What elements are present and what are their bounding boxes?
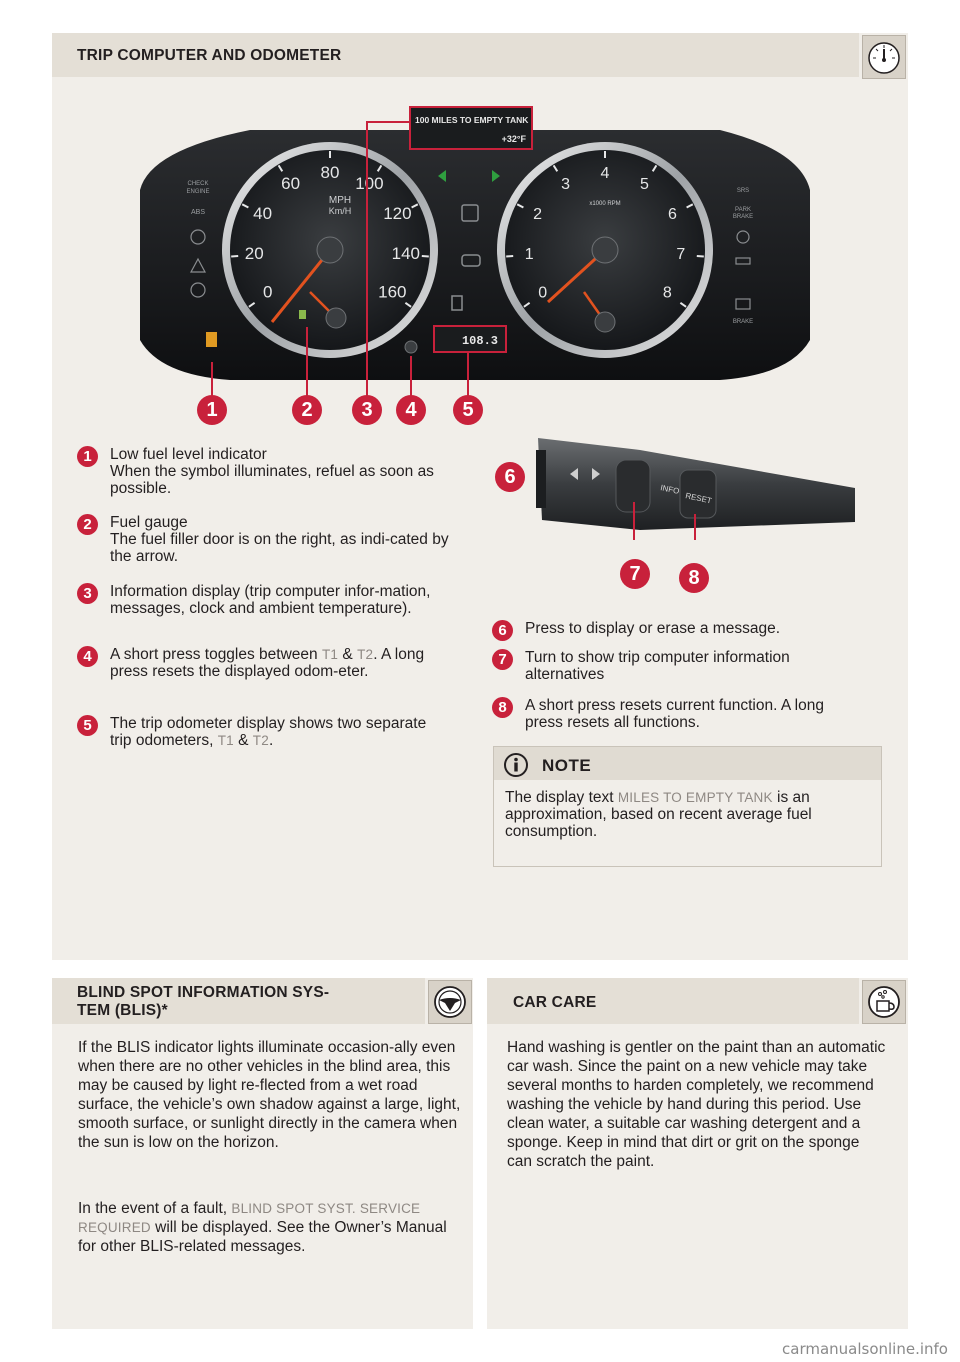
blis-paragraph-1: If the BLIS indicator lights illuminate occasion-ally even when there are no other vehicles in the blind area, this may be caused by light re-flected from a wet road surface, the vehicle’s own shadow against a large, light, smooth surface, or sunlight directly in the camera when the sun is low on the horizon.	[78, 1039, 461, 1151]
item-5-text-end: .	[268, 732, 274, 749]
note-text-start: The display text	[505, 789, 618, 806]
speedo-tick	[231, 256, 238, 257]
blis-fault-text: BLIND SPOT SYST. SERVICE REQUIRED	[78, 1201, 421, 1235]
speedo-numeral: 140	[391, 244, 420, 263]
speedo-numeral: 80	[320, 163, 340, 182]
callout-1: 1	[197, 395, 227, 425]
item-4-number: 4	[77, 646, 98, 667]
item-5-t2: T2	[252, 733, 269, 748]
blis-panel	[52, 978, 473, 1329]
item-8-text: A short press resets current function. A long press resets all functions.	[525, 697, 824, 731]
reset-knob	[405, 341, 417, 353]
note-display-text: MILES TO EMPTY TANK	[617, 790, 773, 805]
item-5-number: 5	[77, 715, 98, 736]
info-display-line2: +32°F	[501, 134, 526, 144]
callout-5: 5	[453, 395, 483, 425]
item-2-title: Fuel gauge	[110, 514, 188, 531]
tach-numeral: 1	[524, 246, 534, 263]
steering-wheel-icon	[428, 980, 472, 1024]
item-6-number: 6	[492, 620, 513, 641]
turn-signal-stalk-illustration	[520, 430, 860, 540]
item-4-t1: T1	[321, 647, 339, 662]
item-2-number: 2	[77, 514, 98, 535]
info-circle-icon	[503, 752, 529, 778]
speedo-tick	[422, 256, 429, 257]
note-label: NOTE	[542, 756, 592, 775]
tach-numeral: 5	[639, 176, 649, 193]
blis-paragraph-2-start: In the event of a fault,	[78, 1200, 232, 1217]
note-box	[493, 746, 882, 867]
srs-label: SRS	[736, 188, 750, 194]
callout-2: 2	[292, 395, 322, 425]
kmh-label: Km/H	[328, 206, 352, 216]
item-5-amp: &	[233, 732, 253, 749]
item-2-text: The fuel filler door is on the right, as indi-cated by the arrow.	[110, 531, 449, 565]
item-3-text: Information display (trip computer infor-mation, messages, clock and ambient temperature).	[110, 583, 431, 617]
blis-title-line1: BLIND SPOT INFORMATION SYS-	[77, 984, 330, 1001]
speedo-numeral: 20	[244, 244, 264, 263]
info-display-line1: 100 MILES TO EMPTY TANK	[415, 115, 529, 125]
item-1-text: When the symbol illuminates, refuel as soon as possible.	[110, 463, 434, 497]
item-6-text: Press to display or erase a message.	[525, 620, 781, 637]
car-wash-icon	[862, 980, 906, 1024]
callout-4: 4	[396, 395, 426, 425]
brake-label: BRAKE	[732, 319, 754, 325]
tach-numeral: 8	[662, 284, 672, 302]
blis-title-line2: TEM (BLIS)*	[77, 1002, 168, 1019]
tach-tick	[697, 256, 704, 257]
tach-numeral: 2	[533, 205, 543, 223]
speedo-numeral: 160	[378, 282, 407, 302]
mph-label: MPH	[328, 195, 352, 206]
abs-label: ABS	[190, 209, 206, 216]
item-1-title: Low fuel level indicator	[110, 446, 267, 463]
item-7-number: 7	[492, 649, 513, 670]
odometer-readout: 108.3	[461, 334, 498, 348]
tach-numeral: 3	[561, 176, 571, 193]
watermark: carmanualsonline.info	[782, 1340, 948, 1358]
trip-computer-title: TRIP COMPUTER AND ODOMETER	[77, 47, 342, 64]
note-text	[505, 789, 865, 840]
speedo-numeral: 120	[383, 203, 412, 223]
park-brake-label: BRAKE	[732, 214, 754, 220]
car-care-paragraph: Hand washing is gentler on the paint than an automatic car wash. Since the paint on a new vehicle may take several months to harden completely, we recommend washing the vehicle by hand during this period. Use clean water, a suitable car washing detergent and a sponge. Keep in mind that dirt or grit on the sponge can scratch the paint.	[507, 1039, 886, 1170]
blis-paragraph-2-end: will be displayed. See the Owner’s Manual for other BLIS-related messages.	[78, 1219, 447, 1255]
tach-numeral: 0	[538, 284, 548, 302]
blis-paragraph-2	[78, 1199, 453, 1256]
fuel-gauge-icon	[299, 310, 306, 319]
item-5-text: The trip odometer display shows two separate trip odometers,	[110, 715, 427, 749]
note-text-end: is an approximation, based on recent average fuel consumption.	[505, 789, 812, 840]
item-3-number: 3	[77, 583, 98, 604]
rpm-label: x1000 RPM	[589, 201, 621, 207]
item-8-number: 8	[492, 697, 513, 718]
check-label: CHECK	[187, 181, 209, 187]
tach-numeral: 7	[676, 246, 686, 263]
item-7-text: Turn to show trip computer information alternatives	[525, 649, 790, 683]
callout-7: 7	[620, 559, 650, 589]
car-care-title: CAR CARE	[513, 994, 597, 1011]
tach-numeral: 6	[667, 205, 677, 223]
callout-8: 8	[679, 563, 709, 593]
speedo-numeral: 40	[253, 203, 273, 223]
tach-tick	[506, 256, 513, 257]
low-fuel-icon	[206, 332, 217, 347]
speedo-numeral: 60	[281, 174, 301, 193]
speedo-numeral: 0	[262, 282, 273, 302]
stalk-reset-label: RESET	[684, 491, 713, 506]
callout-3: 3	[352, 395, 382, 425]
tach-numeral: 4	[600, 165, 610, 182]
item-4-text: A short press toggles between	[110, 646, 322, 663]
park-label: PARK	[735, 207, 751, 213]
speedo-numeral: 100	[355, 174, 384, 193]
engine-label: ENGINE	[186, 189, 210, 195]
callout-6: 6	[495, 462, 525, 492]
blis-title	[77, 984, 329, 1020]
item-1-number: 1	[77, 446, 98, 467]
item-4-text-end: . A long press resets the displayed odom-eter.	[110, 646, 425, 680]
item-5-t1: T1	[217, 733, 234, 748]
item-4-t2: T2	[357, 647, 374, 662]
item-4-amp: &	[338, 646, 358, 663]
stalk-info-label: INFO	[659, 483, 681, 496]
gauge-icon	[862, 35, 906, 79]
instrument-cluster-illustration	[0, 90, 960, 430]
